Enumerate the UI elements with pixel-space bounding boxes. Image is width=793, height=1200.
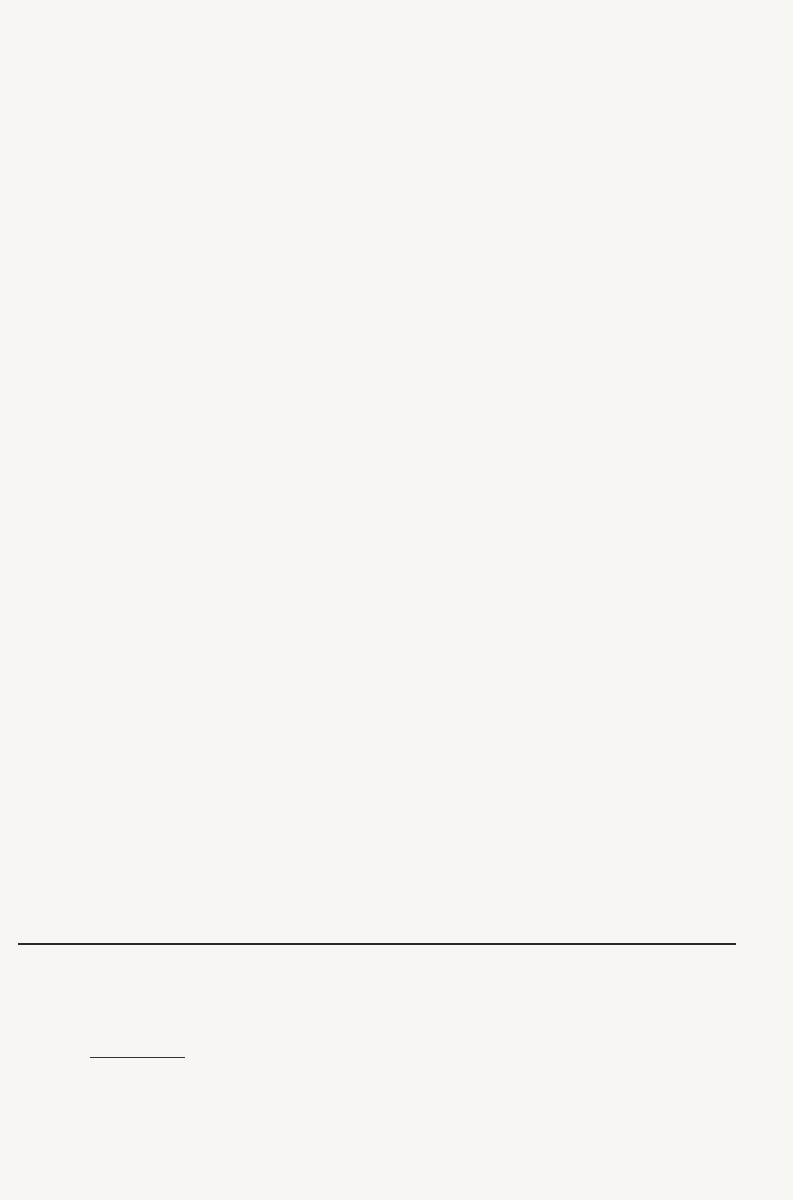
watermark-diagonal <box>438 460 682 919</box>
footnote-rule <box>90 1057 185 1058</box>
section-rule <box>18 943 736 945</box>
